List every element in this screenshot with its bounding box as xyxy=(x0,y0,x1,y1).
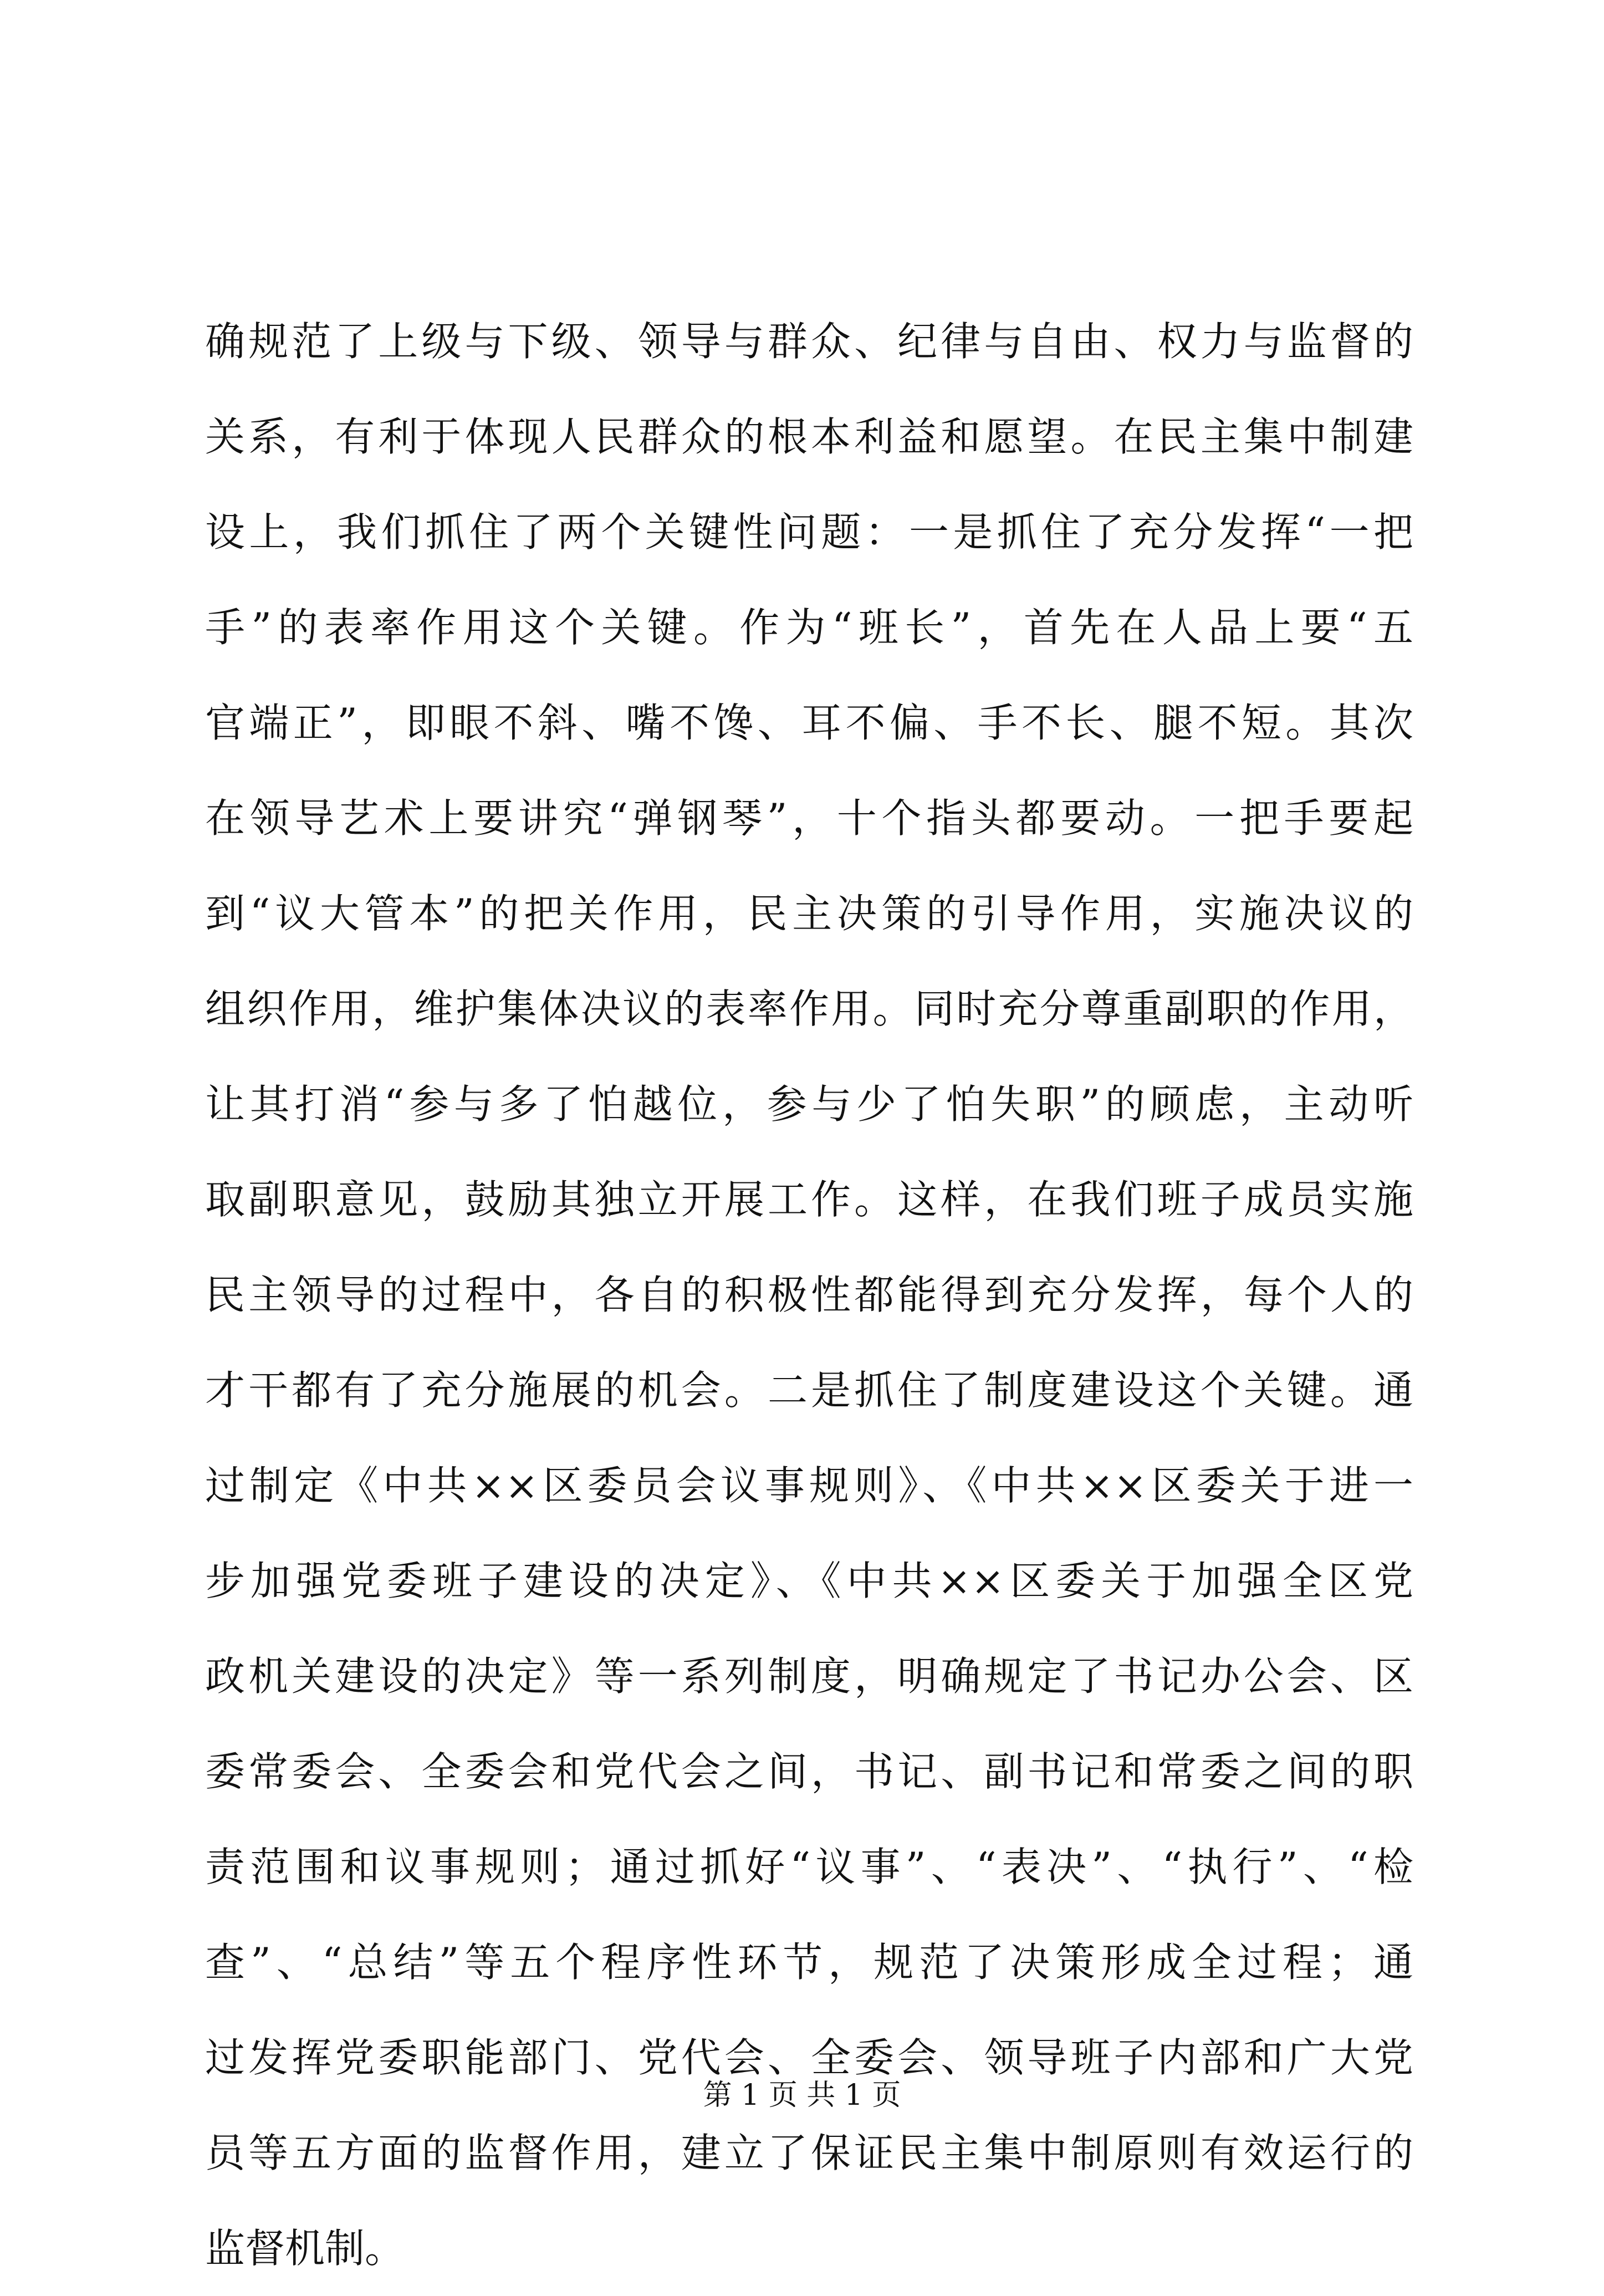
text-line: 官端正”，即眼不斜、嘴不馋、耳不偏、手不长、腿不短。其次 xyxy=(205,700,1413,746)
text-line: 在领导艺术上要讲究“弹钢琴”，十个指头都要动。一把手要起 xyxy=(205,795,1413,841)
text-line: 委常委会、全委会和党代会之间，书记、副书记和常委之间的职 xyxy=(205,1748,1413,1795)
text-line: 取副职意见，鼓励其独立开展工作。这样，在我们班子成员实施 xyxy=(205,1176,1413,1223)
text-line: 民主领导的过程中，各自的积极性都能得到充分发挥，每个人的 xyxy=(205,1272,1413,1318)
text-line: 过制定《中共××区委员会议事规则》、《中共××区委关于进一 xyxy=(205,1462,1413,1509)
text-line: 政机关建设的决定》等一系列制度，明确规定了书记办公会、区 xyxy=(205,1653,1413,1700)
text-line: 才干都有了充分施展的机会。二是抓住了制度建设这个关键。通 xyxy=(205,1367,1413,1414)
page-number: 第 1 页 共 1 页 xyxy=(703,2079,901,2112)
text-line: 确规范了上级与下级、领导与群众、纪律与自由、权力与监督的 xyxy=(205,318,1413,365)
text-line: 步加强党委班子建设的决定》、《中共××区委关于加强全区党 xyxy=(205,1558,1413,1604)
text-line: 让其打消“参与多了怕越位，参与少了怕失职”的顾虑，主动听 xyxy=(205,1081,1413,1127)
text-line: 责范围和议事规则；通过抓好“议事”、“表决”、“执行”、“检 xyxy=(205,1844,1413,1890)
text-line: 过发挥党委职能部门、党代会、全委会、领导班子内部和广大党 xyxy=(205,2034,1413,2081)
text-line: 到“议大管本”的把关作用，民主决策的引导作用，实施决议的 xyxy=(205,890,1413,937)
text-line: 设上，我们抓住了两个关键性问题：一是抓住了充分发挥“一把 xyxy=(205,509,1413,555)
body-paragraph xyxy=(205,294,1413,2296)
page-footer xyxy=(0,2076,1604,2115)
text-line: 组织作用，维护集体决议的表率作用。同时充分尊重副职的作用， xyxy=(205,986,1413,1032)
text-line: 手”的表率作用这个关键。作为“班长”，首先在人品上要“五 xyxy=(205,604,1413,651)
text-line: 员等五方面的监督作用，建立了保证民主集中制原则有效运行的 xyxy=(205,2130,1413,2176)
text-line: 关系，有利于体现人民群众的根本利益和愿望。在民主集中制建 xyxy=(205,414,1413,460)
text-line: 监督机制。 xyxy=(205,2225,405,2272)
text-line: 查”、“总结”等五个程序性环节，规范了决策形成全过程；通 xyxy=(205,1939,1413,1986)
